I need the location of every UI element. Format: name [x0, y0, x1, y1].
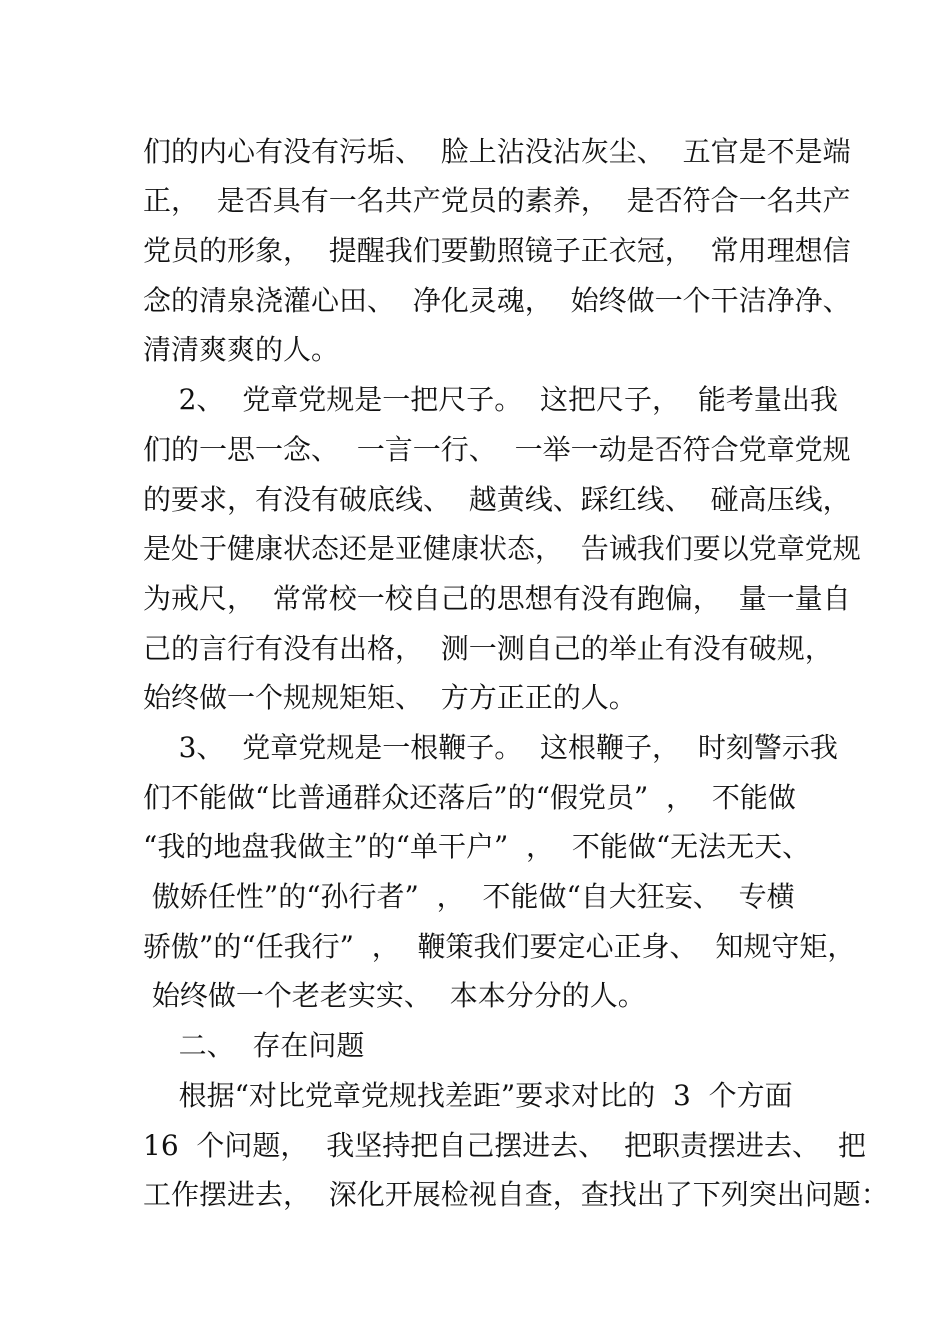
text-line: 们不能做“比普通群众还落后”的“假党员” ， 不能做 [143, 781, 796, 814]
text-line: 党员的形象， 提醒我们要勤照镜子正衣冠， 常用理想信 [143, 234, 851, 267]
text-line: 的要求，有没有破底线、 越黄线、踩红线、 碰高压线， [143, 483, 851, 516]
text-line: 们的一思一念、 一言一行、 一举一动是否符合党章党规 [143, 433, 851, 466]
text-line: 16 个问题， 我坚持把自己摆进去、 把职责摆进去、 把 [143, 1129, 866, 1162]
text-line: 3、 党章党规是一根鞭子。 这根鞭子， 时刻警示我 [143, 731, 838, 764]
text-line: 为戒尺， 常常校一校自己的思想有没有跑偏， 量一量自 [143, 582, 851, 615]
text-line: 傲娇任性”的“孙行者” ， 不能做“自大狂妄、 专横 [143, 880, 795, 913]
text-line: “我的地盘我做主”的“单干户” ， 不能做“无法无天、 [143, 830, 811, 863]
text-line: 正， 是否具有一名共产党员的素养， 是否符合一名共产 [143, 184, 851, 217]
text-line: 始终做一个规规矩矩、 方方正正的人。 [143, 681, 637, 714]
text-line: 工作摆进去， 深化开展检视自查，查找出了下列突出问题： [143, 1178, 889, 1211]
section-heading: 二、 存在问题 [143, 1029, 365, 1062]
text-line: 清清爽爽的人。 [143, 333, 340, 366]
text-line: 2、 党章党规是一把尺子。 这把尺子， 能考量出我 [143, 383, 838, 416]
text-line: 始终做一个老老实实、 本本分分的人。 [143, 979, 646, 1012]
text-line: 们的内心有没有污垢、 脸上沾没沾灰尘、 五官是不是端 [143, 135, 851, 168]
text-line: 己的言行有没有出格， 测一测自己的举止有没有破规， [143, 632, 833, 665]
text-line: 根据“对比党章党规找差距”要求对比的 3 个方面 [143, 1079, 793, 1112]
text-line: 骄傲”的“任我行” ， 鞭策我们要定心正身、 知规守矩， [143, 930, 856, 963]
text-line: 是处于健康状态还是亚健康状态， 告诫我们要以党章党规 [143, 532, 861, 565]
text-line: 念的清泉浇灌心田、 净化灵魂， 始终做一个干洁净净、 [143, 284, 851, 317]
